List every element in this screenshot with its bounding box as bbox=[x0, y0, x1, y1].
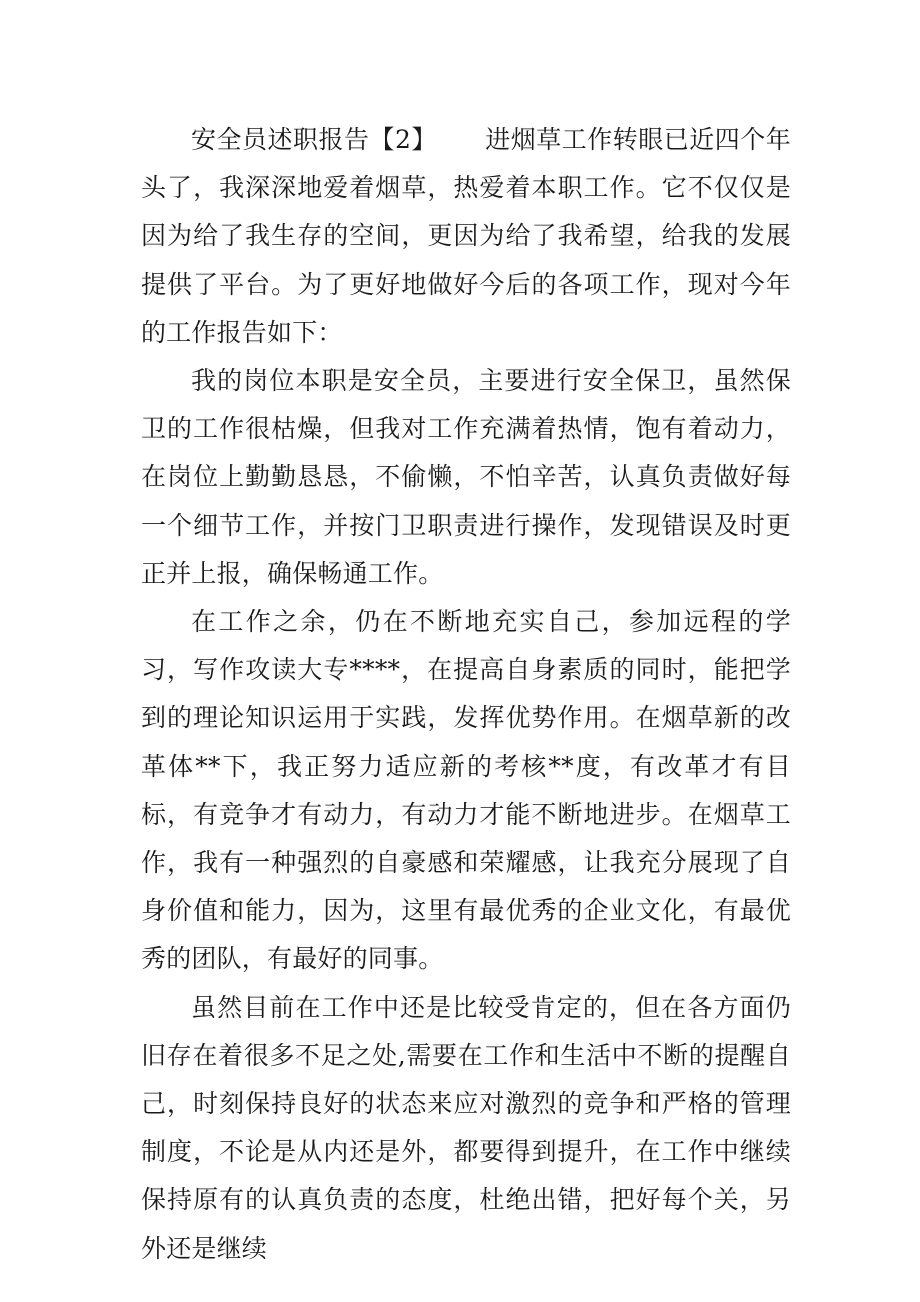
paragraph-3: 在工作之余，仍在不断地充实自己，参加远程的学习，写作攻读大专****，在提高自身素质的同时，能把学到的理论知识运用于实践，发挥优势作用。在烟草新的改革体**下，我正努力适应新的考核**度，有改革才有目标，有竞争才有动力，有动力才能不断地进步。在烟草工作，我有一种强烈的自豪感和荣耀感，让我充分展现了自身价值和能力，因为，这里有最优秀的企业文化，有最优秀的团队，有最好的同事。 bbox=[141, 607, 791, 974]
paragraph-1-text: 进烟草工作转眼已近四个年头了，我深深地爱着烟草，热爱着本职工作。它不仅仅是因为给了我生存的空间，更因为给了我希望，给我的发展提供了平台。为了更好地做好今后的各项工作，现对今年的工作报告如下： bbox=[141, 125, 791, 347]
document-body bbox=[141, 116, 791, 1273]
paragraph-1 bbox=[141, 116, 791, 357]
paragraph-2: 我的岗位本职是安全员，主要进行安全保卫，虽然保卫的工作很枯燥，但我对工作充满着热情，饱有着动力，在岗位上勤勤恳恳，不偷懒，不怕辛苦，认真负责做好每一个细节工作，并按门卫职责进行操作，发现错误及时更正并上报，确保畅通工作。 bbox=[141, 366, 791, 588]
report-heading: 安全员述职报告【2】 bbox=[191, 125, 437, 154]
paragraph-4: 虽然目前在工作中还是比较受肯定的，但在各方面仍旧存在着很多不足之处,需要在工作和生活中不断的提醒自己，时刻保持良好的状态来应对激烈的竞争和严格的管理制度，不论是从内还是外，都要得到提升，在工作中继续保持原有的认真负责的态度，杜绝出错，把好每个关，另外还是继续 bbox=[141, 992, 791, 1263]
